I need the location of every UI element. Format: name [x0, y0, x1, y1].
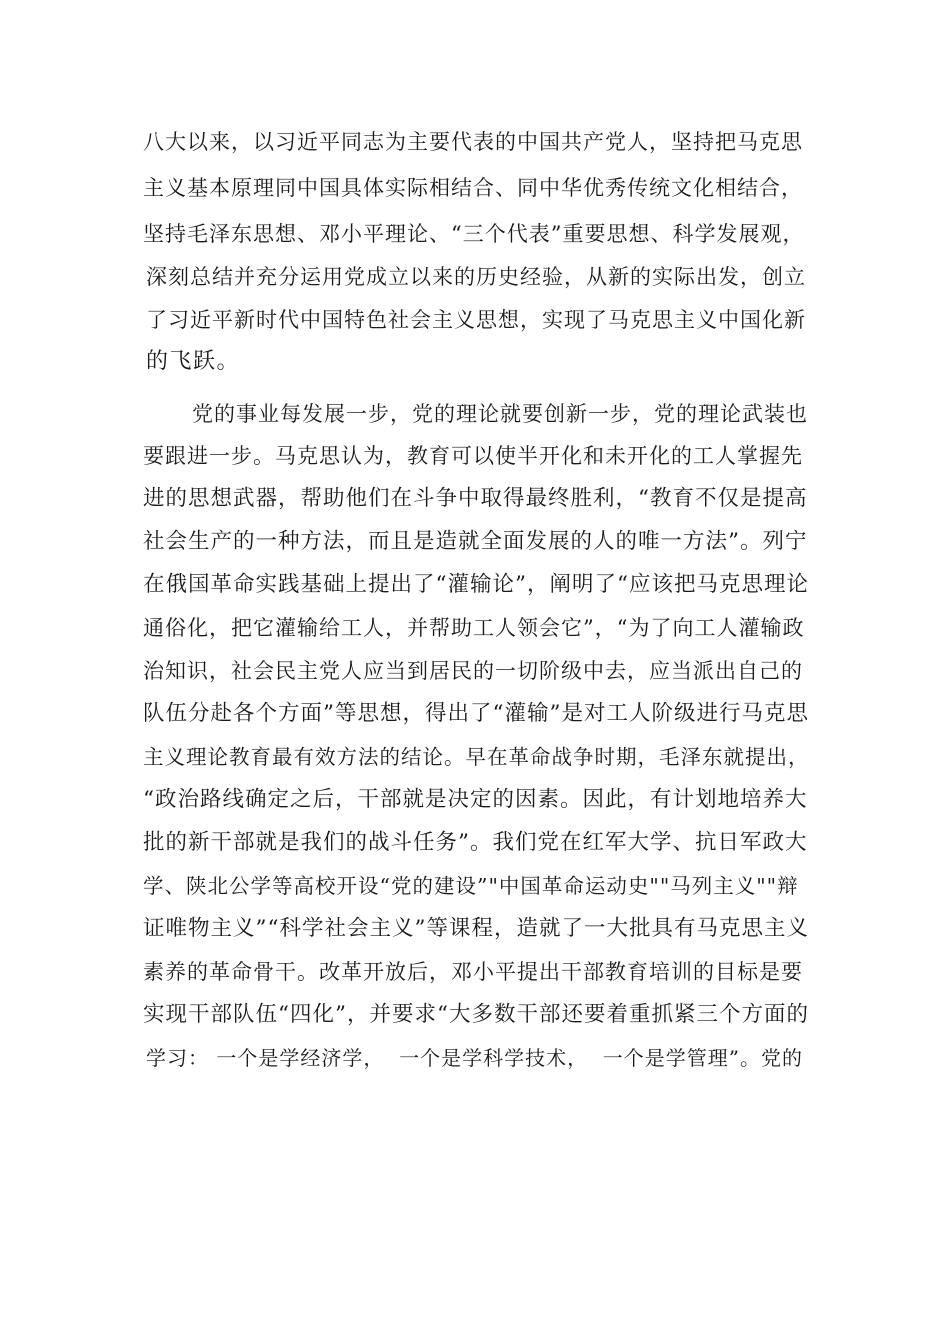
paragraph-1-line-4: 深刻总结并充分运用党成立以来的历史经验，从新的实际出发，创立 [146, 265, 806, 289]
paragraph-2-line-14: 素养的革命骨干。改革开放后，邓小平提出干部教育培训的目标是要 [143, 960, 803, 984]
paragraph-2-line-12: 学、陕北公学等高校开设“党的建设”"中国革命运动史""马列主义""辩 [143, 874, 799, 898]
paragraph-2-line-5: 在俄国革命实践基础上提出了“灌输论”，阐明了“应该把马克思理论 [143, 572, 809, 597]
paragraph-1-line-6: 的飞跃。 [146, 349, 241, 374]
paragraph-2-line-4: 社会生产的一种方法，而且是造就全面发展的人的唯一方法”。列宁 [143, 529, 808, 554]
paragraph-2-line-9: 主义理论教育最有效方法的结论。早在革命战争时期，毛泽东就提出， [143, 745, 810, 769]
paragraph-2-line-15: 实现干部队伍“四化”，并要求“大多数干部还要着重抓紧三个方面的 [143, 1002, 809, 1027]
paragraph-1-line-2: 主义基本原理同中国具体实际相结合、同中华优秀传统文化相结合， [143, 176, 803, 200]
paragraph-1-line-3: 坚持毛泽东思想、邓小平理论、“三个代表”重要思想、科学发展观， [143, 222, 805, 246]
paragraph-2-line-16: 学习： 一个是学经济学， 一个是学科学技术， 一个是学管理”。党的 [146, 1046, 804, 1070]
paragraph-2-line-3: 进的思想武器，帮助他们在斗争中取得最终胜利，“教育不仅是提高 [143, 486, 808, 511]
paragraph-2-line-6: 通俗化，把它灌输给工人，并帮助工人领会它”，“为了向工人灌输政 [143, 616, 805, 640]
paragraph-1-line-5: 了习近平新时代中国特色社会主义思想，实现了马克思主义中国化新 [146, 308, 806, 332]
paragraph-2-line-2: 要跟进一步。马克思认为，教育可以使半开化和未开化的工人掌握先 [143, 444, 803, 468]
paragraph-1-line-1: 八大以来，以习近平同志为主要代表的中国共产党人，坚持把马克思 [143, 130, 803, 154]
paragraph-2-line-1: 党的事业每发展一步，党的理论就要创新一步，党的理论武装也 [192, 402, 808, 426]
paragraph-2-line-7: 治知识，社会民主党人应当到居民的一切阶级中去，应当派出自己的 [143, 659, 803, 683]
paragraph-2-line-11: 批的新干部就是我们的战斗任务”。我们党在红军大学、抗日军政大 [143, 830, 808, 855]
paragraph-2-line-8: 队伍分赴各个方面”等思想，得出了“灌输”是对工人阶级进行马克思 [143, 701, 809, 726]
paragraph-2-line-10: “政治路线确定之后，干部就是决定的因素。因此，有计划地培养大 [143, 787, 808, 812]
paragraph-2-line-13: 证唯物主义”“科学社会主义”等课程，造就了一大批具有马克思主义 [143, 916, 809, 941]
